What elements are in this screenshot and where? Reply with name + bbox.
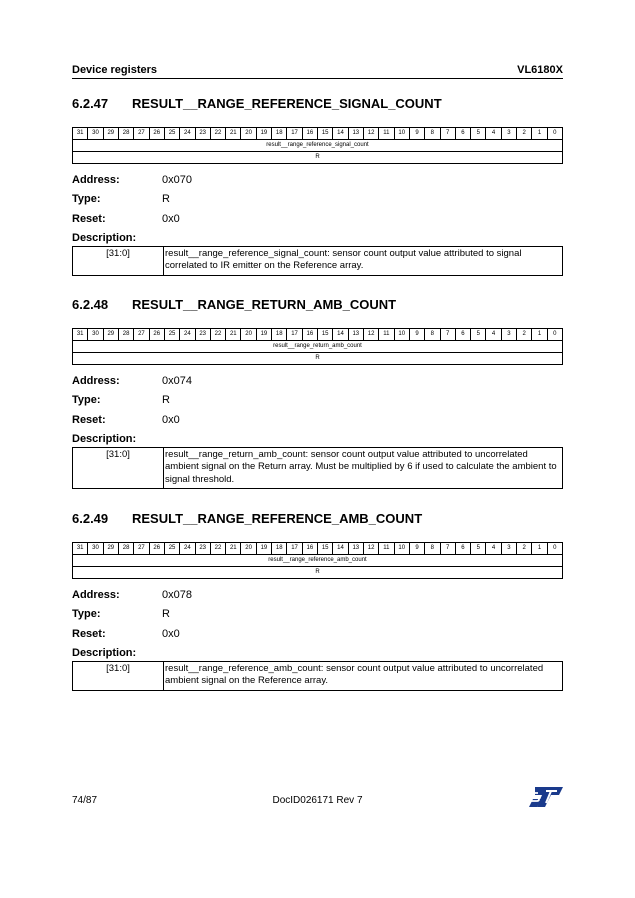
bit-number-cell: 23	[195, 543, 210, 555]
field-name-cell: result__range_reference_amb_count	[73, 555, 563, 567]
bit-number-cell: 27	[134, 543, 149, 555]
bit-number-cell: 10	[394, 329, 409, 341]
bit-number-cell: 21	[226, 543, 241, 555]
bit-number-cell: 11	[379, 543, 394, 555]
bit-number-cell: 14	[333, 329, 348, 341]
bit-number-cell: 15	[318, 543, 333, 555]
description-text: result__range_return_amb_count: sensor count output value attributed to uncorrelated ambient signal on the Return array. Must be multiplied by 6 if used to calculate the ambient to signal threshold.	[164, 447, 563, 489]
address-value: 0x078	[162, 589, 192, 601]
bit-number-cell: 26	[149, 329, 164, 341]
bit-number-cell: 14	[333, 543, 348, 555]
address-label: Address:	[72, 589, 120, 601]
bit-number-cell: 19	[256, 128, 271, 140]
address-label: Address:	[72, 375, 120, 387]
bit-number-cell: 4	[486, 543, 501, 555]
bit-number-cell: 13	[348, 543, 363, 555]
description-table	[72, 661, 563, 691]
bit-number-cell: 10	[394, 128, 409, 140]
register-section	[72, 96, 563, 276]
bit-number-cell: 12	[363, 329, 378, 341]
bit-number-cell: 31	[73, 543, 88, 555]
register-name: RESULT__RANGE_REFERENCE_AMB_COUNT	[132, 511, 423, 526]
bit-number-cell: 11	[379, 128, 394, 140]
bit-number-cell: 19	[256, 543, 271, 555]
bit-number-cell: 18	[272, 128, 287, 140]
bit-number-cell: 15	[318, 128, 333, 140]
bit-number-row	[73, 543, 563, 555]
register-name: RESULT__RANGE_REFERENCE_SIGNAL_COUNT	[132, 96, 442, 111]
description-text: result__range_reference_amb_count: sensor count output value attributed to uncorrelated ambient signal on the Reference array.	[164, 661, 563, 690]
bit-number-cell: 29	[103, 128, 118, 140]
bit-number-cell: 2	[517, 543, 532, 555]
bit-number-cell: 9	[409, 543, 424, 555]
register-name: RESULT__RANGE_RETURN_AMB_COUNT	[132, 297, 397, 312]
bit-number-cell: 12	[363, 543, 378, 555]
type-label: Type:	[72, 193, 101, 206]
type-value: R	[162, 608, 170, 621]
bit-number-cell: 30	[88, 329, 103, 341]
bit-number-cell: 7	[440, 543, 455, 555]
type-label: Type:	[72, 394, 101, 407]
field-name-cell: result__range_return_amb_count	[73, 341, 563, 353]
bit-number-cell: 23	[195, 128, 210, 140]
bit-number-cell: 8	[425, 543, 440, 555]
description-bits: [31:0]	[73, 661, 164, 690]
section-number: 6.2.48	[72, 297, 109, 312]
bit-number-cell: 18	[272, 543, 287, 555]
register-bit-table	[72, 328, 563, 365]
type-row	[72, 394, 563, 413]
bit-number-row	[73, 329, 563, 341]
bit-number-cell: 26	[149, 128, 164, 140]
register-fields	[72, 174, 563, 276]
description-bits: [31:0]	[73, 447, 164, 489]
reset-value: 0x0	[162, 627, 180, 640]
reset-label: Reset:	[72, 212, 106, 225]
access-row	[73, 152, 563, 164]
description-table	[72, 447, 563, 490]
field-name-row	[73, 555, 563, 567]
bit-number-cell: 11	[379, 329, 394, 341]
bit-number-cell: 29	[103, 543, 118, 555]
bit-number-cell: 15	[318, 329, 333, 341]
description-label: Description:	[72, 646, 137, 659]
field-name-row	[73, 341, 563, 353]
address-label: Address:	[72, 174, 120, 186]
bit-number-cell: 12	[363, 128, 378, 140]
bit-number-cell: 22	[210, 329, 225, 341]
bit-number-cell: 17	[287, 329, 302, 341]
section-number: 6.2.49	[72, 511, 109, 526]
bit-number-cell: 7	[440, 329, 455, 341]
bit-number-cell: 21	[226, 329, 241, 341]
address-row	[72, 589, 563, 608]
type-value: R	[162, 394, 170, 407]
description-label: Description:	[72, 231, 137, 244]
bit-number-cell: 20	[241, 329, 256, 341]
reset-row	[72, 628, 563, 647]
bit-number-cell: 28	[118, 329, 133, 341]
reset-label: Reset:	[72, 413, 106, 426]
register-fields	[72, 589, 563, 691]
bit-number-cell: 25	[164, 329, 179, 341]
address-row	[72, 174, 563, 193]
description-table	[72, 246, 563, 276]
access-cell: R	[73, 567, 563, 579]
bit-number-cell: 4	[486, 329, 501, 341]
bit-number-cell: 21	[226, 128, 241, 140]
access-row	[73, 567, 563, 579]
type-label: Type:	[72, 608, 101, 621]
reset-value: 0x0	[162, 212, 180, 225]
description-row	[73, 246, 563, 275]
description-bits: [31:0]	[73, 246, 164, 275]
bit-number-cell: 10	[394, 543, 409, 555]
description-text: result__range_reference_signal_count: sensor count output value attributed to signal correlated to IR emitter on the Reference array.	[164, 246, 563, 275]
description-row	[73, 661, 563, 690]
bit-number-cell: 25	[164, 128, 179, 140]
bit-number-cell: 30	[88, 543, 103, 555]
bit-number-cell: 31	[73, 329, 88, 341]
register-bit-table	[72, 542, 563, 579]
bit-number-cell: 5	[471, 128, 486, 140]
bit-number-cell: 13	[348, 128, 363, 140]
reset-value: 0x0	[162, 413, 180, 426]
bit-number-cell: 5	[471, 543, 486, 555]
bit-number-cell: 0	[547, 128, 562, 140]
access-cell: R	[73, 353, 563, 365]
bit-number-cell: 18	[272, 329, 287, 341]
address-value: 0x074	[162, 375, 192, 387]
register-fields	[72, 375, 563, 489]
description-row	[73, 447, 563, 489]
bit-number-cell: 6	[455, 128, 470, 140]
bit-number-cell: 6	[455, 329, 470, 341]
bit-number-cell: 30	[88, 128, 103, 140]
bit-number-cell: 1	[532, 329, 547, 341]
section-number: 6.2.47	[72, 96, 109, 111]
bit-number-cell: 31	[73, 128, 88, 140]
bit-number-cell: 7	[440, 128, 455, 140]
description-label: Description:	[72, 432, 137, 445]
register-section	[72, 511, 563, 691]
bit-number-cell: 13	[348, 329, 363, 341]
bit-number-cell: 29	[103, 329, 118, 341]
section-heading	[72, 511, 563, 527]
bit-number-cell: 9	[409, 128, 424, 140]
bit-number-cell: 8	[425, 128, 440, 140]
bit-number-row	[73, 128, 563, 140]
bit-number-cell: 22	[210, 543, 225, 555]
page-header	[72, 62, 563, 79]
reset-row	[72, 414, 563, 433]
st-logo-icon	[529, 786, 563, 808]
header-section-title: Device registers	[72, 64, 157, 76]
address-row	[72, 375, 563, 394]
bit-number-cell: 24	[180, 329, 195, 341]
bit-number-cell: 26	[149, 543, 164, 555]
type-row	[72, 608, 563, 627]
bit-number-cell: 19	[256, 329, 271, 341]
bit-number-cell: 3	[501, 543, 516, 555]
reset-row	[72, 213, 563, 232]
bit-number-cell: 23	[195, 329, 210, 341]
bit-number-cell: 0	[547, 543, 562, 555]
bit-number-cell: 8	[425, 329, 440, 341]
document-id: DocID026171 Rev 7	[272, 795, 363, 806]
register-section	[72, 297, 563, 489]
bit-number-cell: 3	[501, 128, 516, 140]
bit-number-cell: 6	[455, 543, 470, 555]
bit-number-cell: 0	[547, 329, 562, 341]
type-row	[72, 193, 563, 212]
field-name-cell: result__range_reference_signal_count	[73, 140, 563, 152]
bit-number-cell: 17	[287, 128, 302, 140]
header-product-name: VL6180X	[517, 64, 563, 76]
bit-number-cell: 2	[517, 128, 532, 140]
section-heading	[72, 96, 563, 112]
bit-number-cell: 2	[517, 329, 532, 341]
type-value: R	[162, 193, 170, 206]
bit-number-cell: 28	[118, 543, 133, 555]
bit-number-cell: 25	[164, 543, 179, 555]
bit-number-cell: 27	[134, 329, 149, 341]
bit-number-cell: 22	[210, 128, 225, 140]
page-number: 74/87	[72, 795, 98, 806]
bit-number-cell: 24	[180, 543, 195, 555]
section-heading	[72, 297, 563, 313]
bit-number-cell: 16	[302, 128, 317, 140]
page-footer	[72, 790, 563, 810]
field-name-row	[73, 140, 563, 152]
bit-number-cell: 4	[486, 128, 501, 140]
access-row	[73, 353, 563, 365]
bit-number-cell: 3	[501, 329, 516, 341]
bit-number-cell: 17	[287, 543, 302, 555]
bit-number-cell: 20	[241, 543, 256, 555]
access-cell: R	[73, 152, 563, 164]
bit-number-cell: 28	[118, 128, 133, 140]
bit-number-cell: 14	[333, 128, 348, 140]
address-value: 0x070	[162, 174, 192, 186]
bit-number-cell: 9	[409, 329, 424, 341]
reset-label: Reset:	[72, 627, 106, 640]
bit-number-cell: 20	[241, 128, 256, 140]
bit-number-cell: 16	[302, 329, 317, 341]
bit-number-cell: 5	[471, 329, 486, 341]
bit-number-cell: 27	[134, 128, 149, 140]
bit-number-cell: 24	[180, 128, 195, 140]
bit-number-cell: 1	[532, 543, 547, 555]
bit-number-cell: 16	[302, 543, 317, 555]
register-bit-table	[72, 127, 563, 164]
bit-number-cell: 1	[532, 128, 547, 140]
